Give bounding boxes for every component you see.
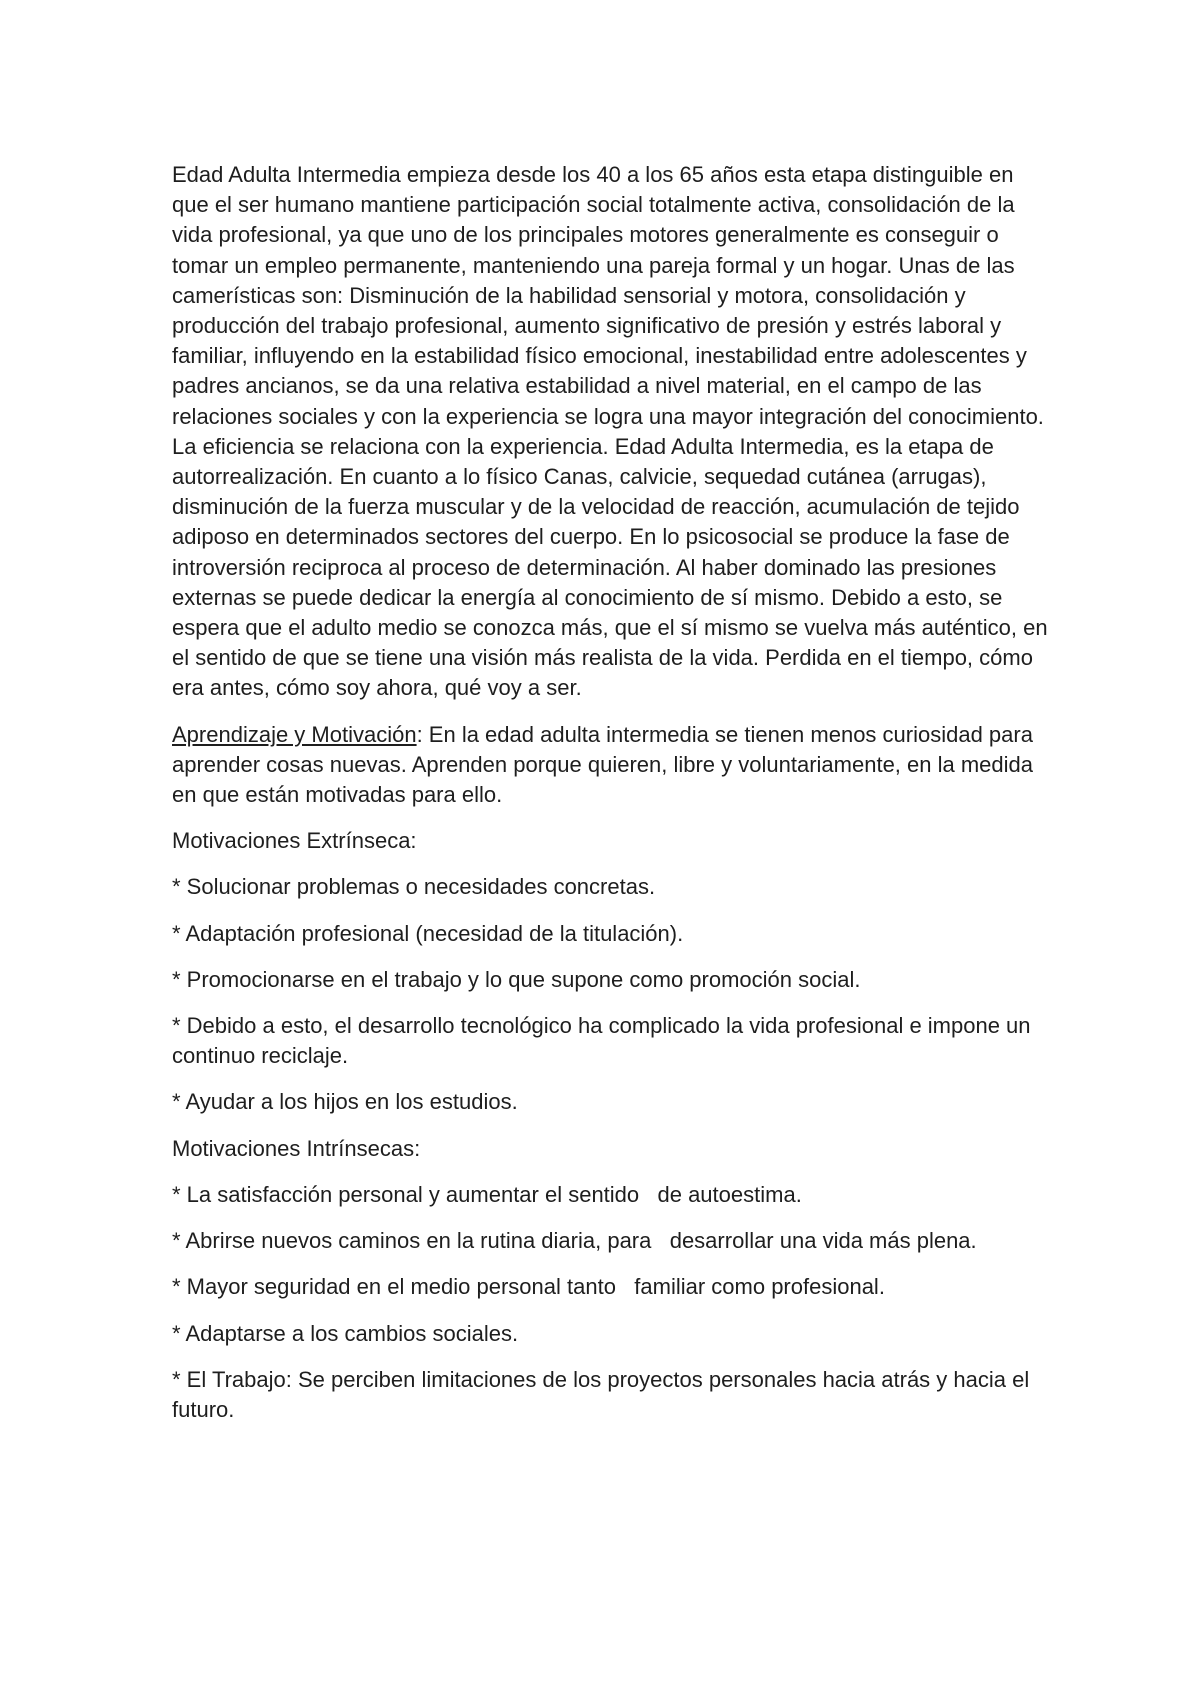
intrinsic-item: * El Trabajo: Se perciben limitaciones de los proyectos personales hacia atrás y hacia el futuro. [172,1366,1030,1422]
learning-paragraph [172,720,1052,811]
learning-heading: Aprendizaje y Motivación [172,721,417,747]
intrinsic-item: * Adaptarse a los cambios sociales. [172,1320,519,1346]
extrinsic-item: * Promocionarse en el trabajo y lo que supone como promoción social. [172,966,861,992]
learning-text: : En la edad adulta intermedia se tienen menos curiosidad para aprender cosas nuevas. Aprenden porque quieren, libre y voluntariamente, en la medida en que están motivadas para ello. [172,721,1033,808]
document-page [172,160,1052,1441]
intrinsic-item: * Abrirse nuevos caminos en la rutina diaria, para desarrollar una vida más plena. [172,1228,977,1254]
extrinsic-heading: Motivaciones Extrínseca: [172,828,417,854]
extrinsic-item: * Solucionar problemas o necesidades concretas. [172,874,656,900]
extrinsic-item: * Debido a esto, el desarrollo tecnológico ha complicado la vida profesional e impone un continuo reciclaje. [172,1013,1031,1069]
intrinsic-item: * La satisfacción personal y aumentar el sentido de autoestima. [172,1181,802,1207]
intrinsic-heading: Motivaciones Intrínsecas: [172,1135,421,1161]
extrinsic-item: * Adaptación profesional (necesidad de la titulación). [172,920,684,946]
extrinsic-item: * Ayudar a los hijos en los estudios. [172,1089,518,1115]
intro-paragraph: Edad Adulta Intermedia empieza desde los 40 a los 65 años esta etapa distinguible en que el ser humano mantiene participación social totalmente activa, consolidación de la vida profesional, ya que uno de los principales motores generalmente es conseguir o tomar un empleo permanente, manteniendo una pareja formal y un hogar. Unas de las camerísticas son: Disminución de la habilidad sensorial y motora, consolidación y producción del trabajo profesional, aumento significativo de presión y estrés laboral y familiar, influyendo en la estabilidad físico emocional, inestabilidad entre adolescentes y padres ancianos, se da una relativa estabilidad a nivel material, en el campo de las relaciones sociales y con la experiencia se logra una mayor integración del conocimiento. La eficiencia se relaciona con la experiencia. Edad Adulta Intermedia, es la etapa de autorrealización. En cuanto a lo físico Canas, calvicie, sequedad cutánea (arrugas), disminución de la fuerza muscular y de la velocidad de reacción, acumulación de tejido adiposo en determinados sectores del cuerpo. En lo psicosocial se produce la fase de introversión reciproca al proceso de determinación. Al haber dominado las presiones externas se puede dedicar la energía al conocimiento de sí mismo. Debido a esto, se espera que el adulto medio se conozca más, que el sí mismo se vuelva más auténtico, en el sentido de que se tiene una visión más realista de la vida. Perdida en el tiempo, cómo era antes, cómo soy ahora, qué voy a ser. [172,162,1048,701]
intrinsic-item: * Mayor seguridad en el medio personal tanto familiar como profesional. [172,1274,885,1300]
